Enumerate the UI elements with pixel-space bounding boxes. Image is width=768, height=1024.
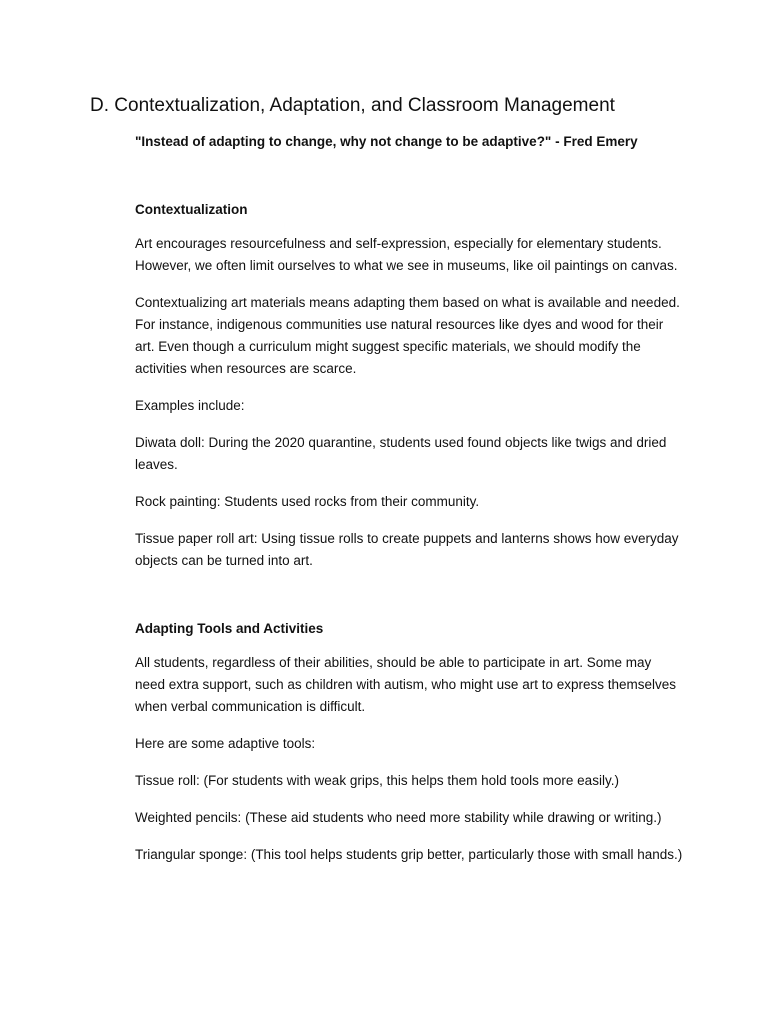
paragraph: Contextualizing art materials means adapting them based on what is available and needed. For instance, indigenous communities use natural resources like dyes and wood for their art. Even though a curriculum might suggest specific materials, we should modify the activities when resources are scarce. xyxy=(135,295,680,376)
list-item: Diwata doll: During the 2020 quarantine, students used found objects like twigs and dried leaves. xyxy=(135,435,667,472)
list-item: Weighted pencils: (These aid students who need more stability while drawing or writing.) xyxy=(135,810,662,825)
paragraph: All students, regardless of their abilities, should be able to participate in art. Some may need extra support, such as children with autism, who might use art to express themselves when verbal communication is difficult. xyxy=(135,655,677,714)
list-item: Tissue paper roll art: Using tissue rolls to create puppets and lanterns shows how everyday objects can be turned into art. xyxy=(135,531,679,568)
paragraph: Art encourages resourcefulness and self-expression, especially for elementary students. However, we often limit ourselves to what we see in museums, like oil paintings on canvas. xyxy=(135,236,678,273)
epigraph-quote: "Instead of adapting to change, why not change to be adaptive?" - Fred Emery xyxy=(135,134,638,149)
document-title: D. Contextualization, Adaptation, and Classroom Management xyxy=(90,95,615,116)
section-heading-contextualization: Contextualization xyxy=(135,202,248,217)
list-item: Tissue roll: (For students with weak grips, this helps them hold tools more easily.) xyxy=(135,773,619,788)
section-heading-adapting-tools: Adapting Tools and Activities xyxy=(135,621,324,636)
list-item: Triangular sponge: (This tool helps students grip better, particularly those with small hands.) xyxy=(135,847,683,862)
paragraph: Examples include: xyxy=(135,398,245,413)
paragraph: Here are some adaptive tools: xyxy=(135,736,316,751)
document-body xyxy=(135,132,685,866)
list-item: Rock painting: Students used rocks from their community. xyxy=(135,494,480,509)
